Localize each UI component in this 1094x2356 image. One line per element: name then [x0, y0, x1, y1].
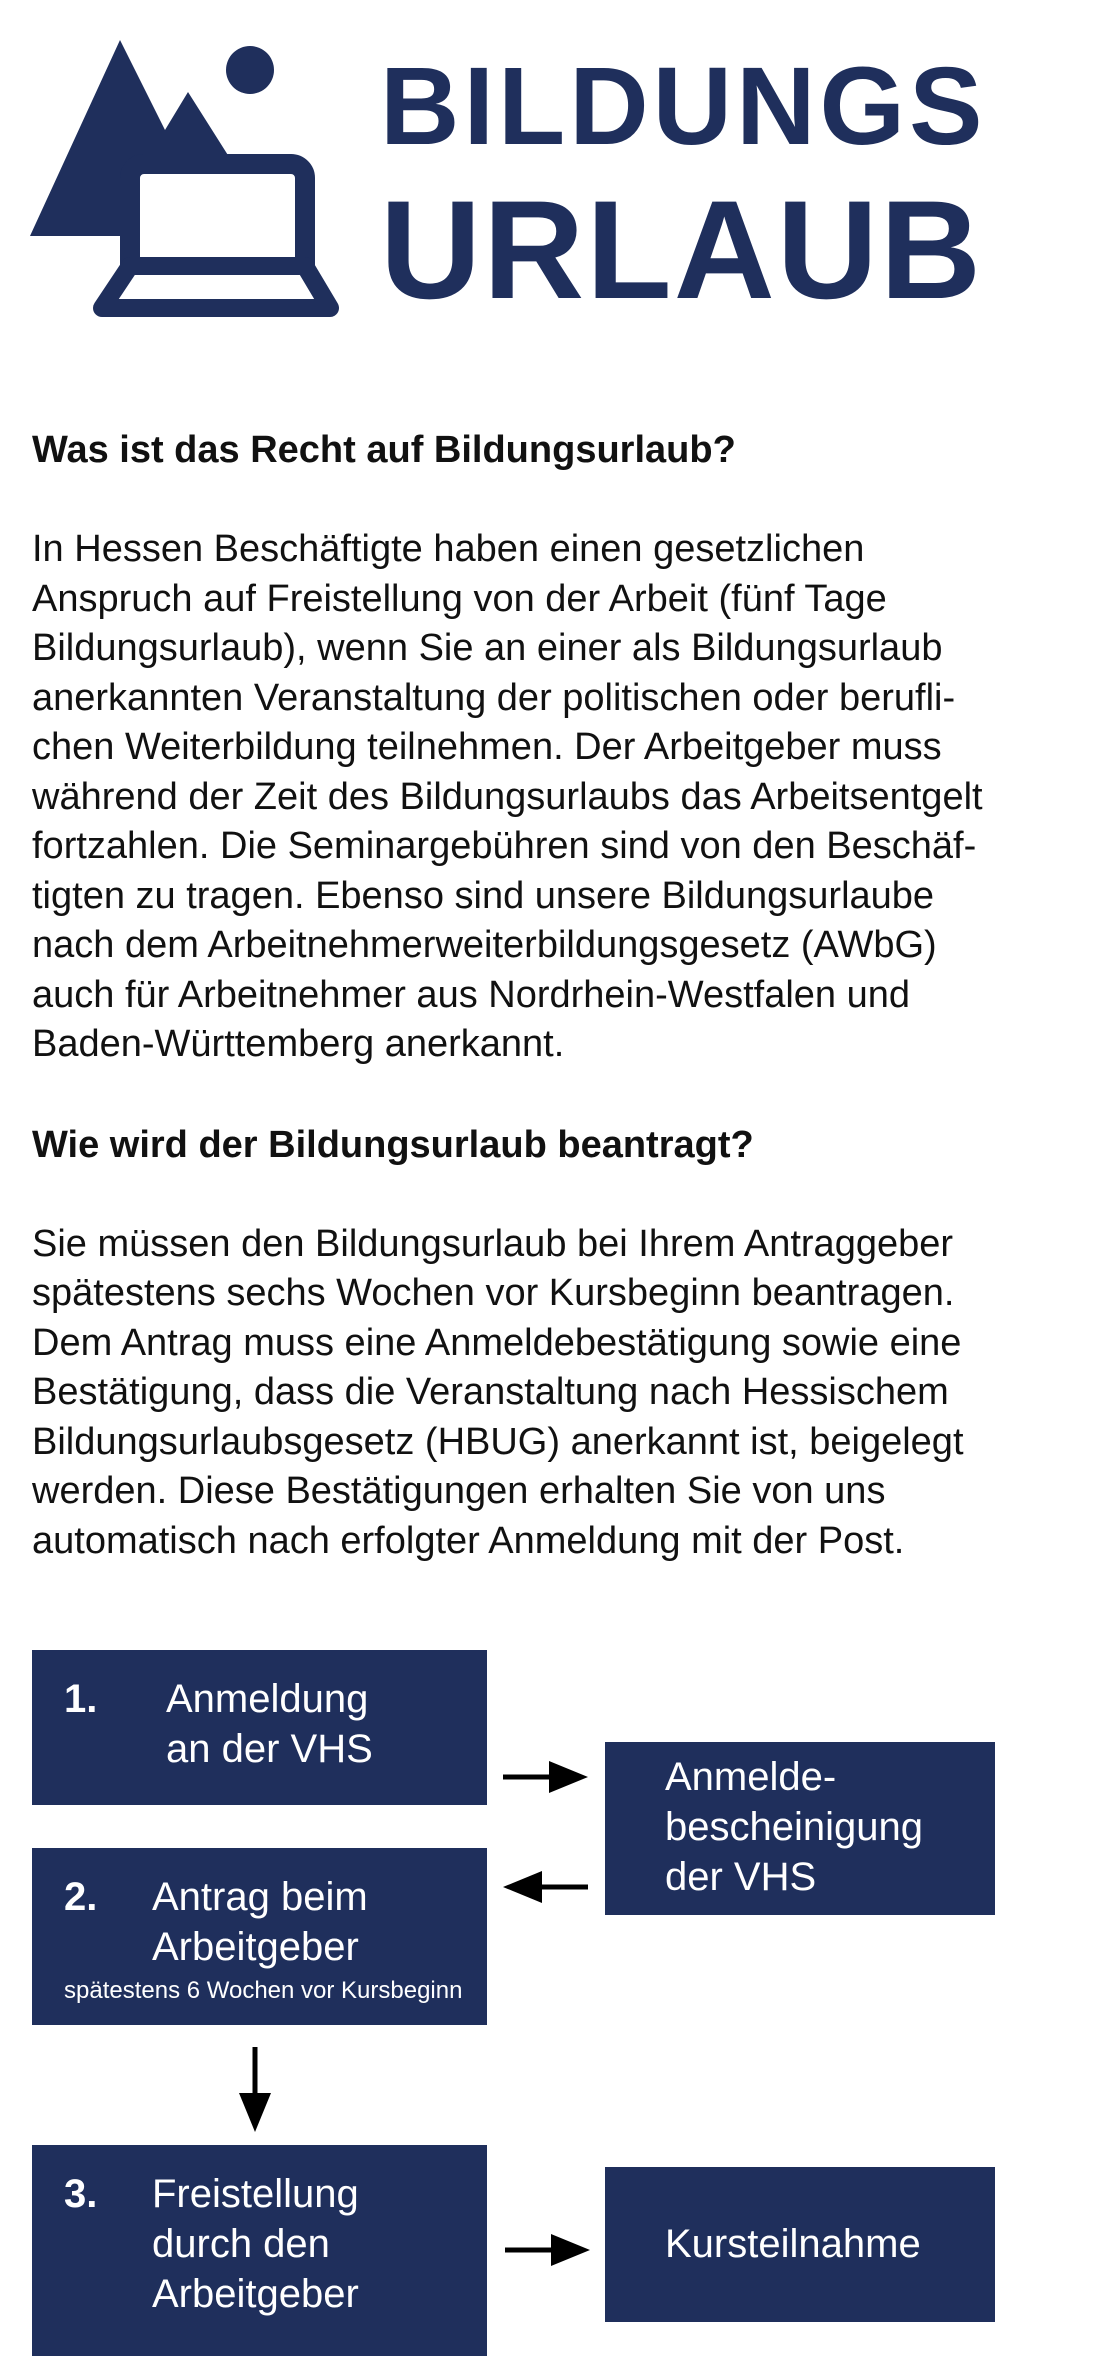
- step1-box: [32, 1650, 487, 1805]
- side2-label: Kursteilnahme: [665, 2222, 921, 2266]
- step2-note: spätestens 6 Wochen vor Kursbeginn: [64, 1977, 463, 2004]
- side1-line2: bescheinigung: [665, 1805, 923, 1849]
- section1-line: Anspruch auf Freistellung von der Arbeit (fünf Tage: [32, 577, 887, 620]
- step3-line2: durch den: [152, 2222, 330, 2266]
- step2-box: [32, 1848, 487, 2025]
- section2-line: spätestens sechs Wochen vor Kursbeginn beantragen.: [32, 1272, 955, 1314]
- step2-number: 2.: [64, 1875, 98, 1919]
- side1-box: [605, 1742, 995, 1915]
- section1-line: Bildungsurlaub), wenn Sie an einer als Bildungsurlaub: [32, 627, 943, 669]
- section1-line: fortzahlen. Die Seminargebühren sind von den Beschäf-: [32, 825, 977, 867]
- section1-line: auch für Arbeitnehmer aus Nordrhein-Westfalen und: [32, 973, 911, 1016]
- side1-line1: Anmelde-: [665, 1755, 837, 1799]
- step2-line2: Arbeitgeber: [152, 1925, 359, 1969]
- section2-line: Bildungsurlaubsgesetz (HBUG) anerkannt ist, beigelegt: [32, 1420, 964, 1463]
- section1-line: chen Weiterbildung teilnehmen. Der Arbeitgeber muss: [32, 726, 942, 768]
- section1-line: nach dem Arbeitnehmerweiterbildungsgesetz (AWbG): [32, 924, 937, 966]
- step1-line1: Anmeldung: [166, 1677, 369, 1721]
- section1-line: tigten zu tragen. Ebenso sind unsere Bildungsurlaube: [32, 874, 935, 917]
- arrow-right-icon: [503, 1757, 588, 1797]
- logo: [0, 0, 1094, 340]
- section2-line: Bestätigung, dass die Veranstaltung nach Hessischem: [32, 1371, 949, 1413]
- laptop-base-shape: [102, 266, 330, 308]
- section2-line: Dem Antrag muss eine Anmeldebestätigung sowie eine: [32, 1321, 962, 1364]
- section1-line: anerkannten Veranstaltung der politischen oder berufli-: [32, 676, 956, 719]
- section1-line: während der Zeit des Bildungsurlaubs das Arbeitsentgelt: [32, 775, 983, 818]
- step1-number: 1.: [64, 1677, 98, 1721]
- section1-heading: Was ist das Recht auf Bildungsurlaub?: [32, 429, 736, 471]
- section2-line: werden. Diese Bestätigungen erhalten Sie von uns: [32, 1470, 886, 1512]
- side1-line3: der VHS: [665, 1855, 817, 1899]
- section1-line: Baden-Württemberg anerkannt.: [32, 1023, 565, 1065]
- section2-line: automatisch nach erfolgter Anmeldung mit der Post.: [32, 1519, 905, 1562]
- logo-mountain-laptop-icon: [30, 40, 340, 320]
- step3-box: [32, 2145, 487, 2356]
- logo-text-urlaub: URLAUB: [380, 171, 984, 328]
- step1-line2: an der VHS: [166, 1727, 373, 1771]
- section2-body: [32, 1220, 1072, 1567]
- side2-box: [605, 2167, 995, 2322]
- step3-line1: Freistellung: [152, 2172, 359, 2216]
- section1-body: [32, 525, 1072, 1070]
- arrow-left-icon: [503, 1867, 588, 1907]
- arrow-down-icon: [235, 2047, 275, 2132]
- step2-line1: Antrag beim: [152, 1875, 368, 1919]
- sun-shape: [226, 46, 274, 94]
- step3-line3: Arbeitgeber: [152, 2272, 359, 2316]
- section1-line: In Hessen Beschäftigte haben einen gesetzlichen: [32, 528, 865, 570]
- main-content: [32, 425, 1072, 1566]
- logo-text-bildungs: BILDUNGS: [380, 45, 987, 168]
- section2-line: Sie müssen den Bildungsurlaub bei Ihrem Antraggeber: [32, 1222, 954, 1265]
- section2-heading: Wie wird der Bildungsurlaub beantragt?: [32, 1123, 754, 1166]
- step3-number: 3.: [64, 2172, 98, 2216]
- arrow-right-icon: [505, 2230, 590, 2270]
